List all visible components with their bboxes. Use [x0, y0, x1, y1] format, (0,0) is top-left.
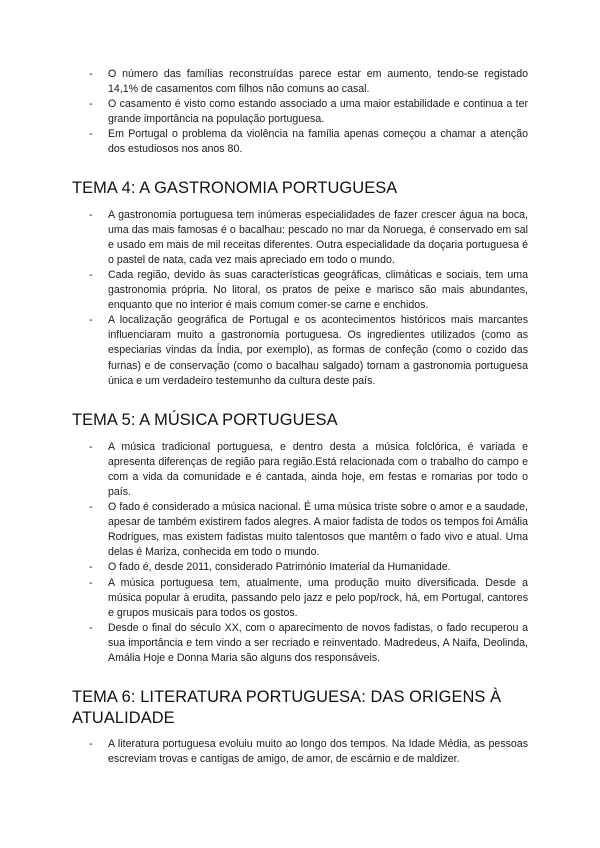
list-item-text: A música tradicional portuguesa, e dentro desta a música folclórica, é variada e apresenta diferenças de região para região.Está relacionada com o trabalho do campo e com a vida da comunidade e é cantada, ainda hoje, em festas e romarias por todo o país. — [108, 440, 528, 498]
list-item — [72, 127, 528, 157]
list-item-text: A música portuguesa tem, atualmente, uma produção muito diversificada. Desde a música popular à erudita, passando pelo jazz e pelo pop/rock, há, em Portugal, cantores e grupos musicais para todos os gostos. — [108, 576, 528, 619]
list-item-text: O fado é, desde 2011, considerado Património Imaterial da Humanidade. — [108, 561, 451, 574]
tema5-list — [72, 440, 528, 666]
bullet-dash: - — [89, 621, 93, 634]
list-item-text: Cada região, devido às suas características geográficas, climáticas e sociais, tem uma gastronomia própria. No litoral, os pratos de peixe e marisco são mais abundantes, enquanto que no interior é mais comum comer-se carne e enchidos. — [108, 268, 528, 312]
list-item — [72, 621, 528, 666]
list-item — [72, 440, 528, 500]
bullet-dash: - — [89, 208, 93, 221]
bullet-dash: - — [89, 314, 93, 327]
section-heading-tema6: TEMA 6: LITERATURA PORTUGUESA: DAS ORIGENS À ATUALIDADE — [72, 688, 502, 728]
list-item-text: O número das famílias reconstruídas parece estar em aumento, tendo-se registado 14,1% de casamentos com filhos não comuns ao casal. — [108, 68, 528, 96]
bullet-dash: - — [89, 268, 93, 281]
tema4-list — [72, 208, 528, 389]
bullet-dash: - — [89, 440, 93, 453]
bullet-dash: - — [89, 561, 93, 574]
bullet-dash: - — [89, 738, 93, 751]
list-item-text: Em Portugal o problema da violência na família apenas começou a chamar a atenção dos estudiosos nos anos 80. — [108, 128, 528, 156]
list-item — [72, 500, 528, 560]
section-heading-tema5: TEMA 5: A MÚSICA PORTUGUESA — [72, 410, 338, 429]
list-item-text: A literatura portuguesa evoluiu muito ao longo dos tempos. Na Idade Média, as pessoas escreviam trovas e cantigas de amigo, de amor, de escárnio e de maldizer. — [108, 738, 528, 766]
bullet-dash: - — [89, 98, 93, 111]
list-item — [72, 560, 528, 575]
bullet-dash: - — [89, 501, 93, 514]
list-item-text: Desde o final do século XX, com o aparecimento de novos fadistas, o fado recuperou a sua importância e tem vindo a ser recriado e reinventado. Madredeus, A Naifa, Deolinda, Amália Hoje e Donna Maria são alguns dos responsáveis. — [108, 621, 528, 664]
bullet-dash: - — [89, 128, 93, 141]
list-item-text: A localização geográfica de Portugal e os acontecimentos históricos mais marcantes influenciaram muito a gastronomia portuguesa. Os ingredientes utilizados (como as especiarias vindas da Índia, por exemplo), as formas de confeção (como o cozido das furnas) e de conservação (como o bacalhau salgado) tornam a gastronomia portuguesa única e um verdadeiro testemunho da cultura deste país. — [108, 314, 528, 387]
list-item-text: O fado é considerado a música nacional. É uma música triste sobre o amor e a saudade, apesar de também existirem fados alegres. A maior fadista de todos os tempos foi Amália Rodrigues, mas existem fadistas muito talentosos que mantêm o fado vivo e atual. Uma delas é Mariza, conhecida em todo o mundo. — [108, 501, 528, 559]
list-item — [72, 268, 528, 313]
bullet-dash: - — [89, 576, 93, 589]
bullet-dash: - — [89, 68, 93, 80]
intro-list — [72, 67, 528, 158]
list-item — [72, 313, 528, 388]
list-item — [72, 97, 528, 127]
list-item-text: A gastronomia portuguesa tem inúmeras especialidades de fazer crescer água na boca, uma das mais famosas é o bacalhau: pescado no mar da Noruega, é conservado em sal e usado em mais de mil receitas diferentes. Outra especialidade da doçaria portuguesa é o pastel de nata, cada vez mais apreciado em todo o mundo. — [108, 208, 528, 266]
list-item — [72, 737, 528, 767]
list-item — [72, 208, 528, 268]
tema6-list — [72, 737, 528, 767]
section-heading-tema4: TEMA 4: A GASTRONOMIA PORTUGUESA — [72, 178, 398, 197]
list-item — [72, 576, 528, 621]
list-item-text: O casamento é visto como estando associado a uma maior estabilidade e continua a ter grande importância na população portuguesa. — [108, 98, 528, 126]
list-item — [72, 67, 528, 97]
